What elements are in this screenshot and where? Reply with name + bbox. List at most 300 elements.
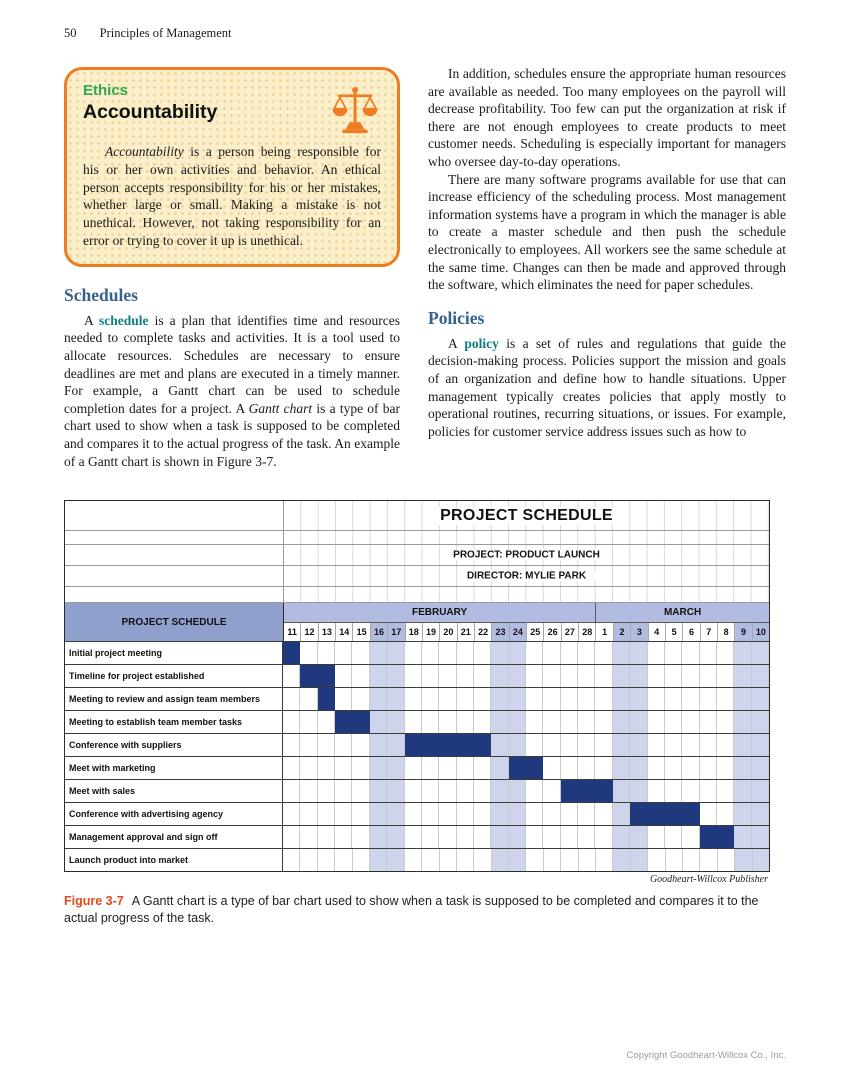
gantt-cell [717, 734, 734, 756]
gantt-month-label: MARCH [596, 603, 769, 622]
figure-caption [64, 893, 786, 927]
gantt-cell [734, 711, 751, 733]
gantt-cell [578, 803, 595, 825]
gantt-day-header: 11 [284, 623, 301, 641]
gantt-cell [666, 849, 683, 871]
gantt-cell [578, 757, 595, 779]
gantt-cell [613, 688, 630, 710]
gantt-cell [352, 757, 369, 779]
gantt-cell [717, 780, 734, 802]
gantt-cell [734, 642, 751, 664]
text-run: is a type of bar chart used to show when a task is supposed to be completed and compares it to the actual progress of the task. An example of a Gantt chart is shown in Figure 3-7. [64, 400, 400, 469]
gantt-cell [717, 711, 734, 733]
gantt-cell [752, 688, 769, 710]
gantt-cell [700, 734, 717, 756]
figure-caption-text: A Gantt chart is a type of bar chart used to show when a task is supposed to be completed and compares it to the actual progress of the task. [64, 894, 759, 926]
gantt-cell [474, 711, 491, 733]
gantt-cell [543, 688, 560, 710]
gantt-cell [578, 826, 595, 848]
gantt-cell [491, 688, 508, 710]
gantt-cell [700, 711, 717, 733]
gantt-task-grid [283, 642, 769, 664]
gantt-day-header: 12 [301, 623, 318, 641]
gantt-task-label: Meeting to review and assign team members [65, 688, 283, 710]
gantt-cell [734, 734, 751, 756]
gantt-cell [439, 780, 456, 802]
ethics-body-text: is a person being responsible for his or her own activities and behavior. An ethical person accepts responsibility for his or her mistakes, whether large or small. Making a mistake is not unethical. However, not taking responsibility for an error or trying to cover it up is unethical. [83, 144, 381, 248]
gantt-task-grid [283, 780, 769, 802]
gantt-cell [283, 665, 300, 687]
gantt-cell [665, 711, 682, 733]
gantt-cell [734, 757, 751, 779]
running-head [64, 26, 786, 41]
gantt-cell [648, 665, 665, 687]
term-policy: policy [464, 335, 499, 351]
gantt-cell [422, 757, 439, 779]
gantt-task-label: Launch product into market [65, 849, 283, 871]
gantt-cell [474, 688, 491, 710]
gantt-cell [405, 711, 422, 733]
gantt-cell [630, 757, 647, 779]
gantt-task-label: Meeting to establish team member tasks [65, 711, 283, 733]
gantt-cell [509, 688, 526, 710]
gantt-cell [370, 711, 387, 733]
gantt-cell [630, 642, 647, 664]
gantt-cell [370, 665, 387, 687]
gantt-cell [457, 642, 474, 664]
gantt-cell [370, 803, 387, 825]
gantt-cell [526, 665, 543, 687]
gantt-cell [300, 642, 317, 664]
gantt-cell [335, 734, 352, 756]
gantt-cell [387, 665, 404, 687]
gantt-cell [630, 665, 647, 687]
gantt-cell [648, 688, 665, 710]
gantt-header-grid [284, 566, 769, 586]
gantt-task-label: Timeline for project established [65, 665, 283, 687]
gantt-cell [717, 803, 734, 825]
gantt-cell [682, 665, 699, 687]
gantt-cell [300, 780, 317, 802]
gantt-cell [300, 849, 317, 871]
gantt-cell [682, 780, 699, 802]
gantt-cell [491, 757, 508, 779]
gantt-cell [405, 803, 422, 825]
gantt-task-label: Conference with suppliers [65, 734, 283, 756]
gantt-cell [405, 826, 422, 848]
two-column-text [64, 65, 786, 470]
term-schedule: schedule [99, 312, 149, 328]
gantt-cell [665, 688, 682, 710]
gantt-day-header: 19 [423, 623, 440, 641]
gantt-task-grid [283, 803, 769, 825]
gantt-task-label: Management approval and sign off [65, 826, 283, 848]
gantt-cell [439, 665, 456, 687]
gantt-cell [335, 803, 352, 825]
gantt-day-header: 18 [406, 623, 423, 641]
gantt-header-label-spacer [65, 545, 284, 565]
gantt-cell [439, 688, 456, 710]
gantt-cell [595, 734, 612, 756]
gantt-cell [561, 826, 578, 848]
gantt-cell [283, 688, 300, 710]
gantt-cell [700, 642, 717, 664]
gantt-cell [352, 780, 369, 802]
left-column [64, 65, 400, 470]
gantt-bar[interactable] [283, 642, 300, 664]
text-run: A [448, 335, 465, 351]
figure-label: Figure 3-7 [64, 894, 124, 909]
gantt-cell [422, 803, 439, 825]
gantt-task-row [65, 687, 769, 710]
gantt-cell [648, 826, 665, 848]
gantt-cell [578, 688, 595, 710]
gantt-cell [544, 849, 561, 871]
schedules-paragraph-3: There are many software programs available for use that can increase efficiency of the scheduling process. Most management information systems have a program in which the manager is able to create a master schedule and then push the schedule electronically to employees. All workers see the same schedule at the same time. Changes can then be made and approved through the software, which eliminates the need for paper schedules. [428, 171, 786, 293]
gantt-title-text: PROJECT SCHEDULE [430, 507, 623, 525]
gantt-cell [648, 757, 665, 779]
gantt-cell [335, 665, 352, 687]
gantt-task-grid [283, 849, 769, 871]
gantt-cell [439, 757, 456, 779]
gantt-cell [457, 780, 474, 802]
gantt-cell [387, 780, 404, 802]
gantt-cell [630, 711, 647, 733]
gantt-task-row [65, 848, 769, 871]
gantt-director-line-text: DIRECTOR: MYLIE PARK [457, 571, 596, 582]
gantt-cell [596, 849, 613, 871]
policies-paragraph [428, 335, 786, 441]
gantt-cell [405, 688, 422, 710]
gantt-cell [595, 757, 612, 779]
gantt-cell [509, 826, 526, 848]
gantt-cell [561, 688, 578, 710]
gantt-cell [613, 711, 630, 733]
gantt-task-grid [283, 757, 769, 779]
page-number: 50 [64, 26, 77, 40]
ethics-feature-box [64, 67, 400, 267]
gantt-cell [387, 757, 404, 779]
gantt-cell [405, 780, 422, 802]
gantt-cell [595, 826, 612, 848]
gantt-cell [734, 826, 751, 848]
gantt-bar[interactable] [509, 757, 544, 779]
gantt-cell [457, 803, 474, 825]
gantt-cell [474, 803, 491, 825]
gantt-cell [717, 688, 734, 710]
gantt-cell [752, 780, 769, 802]
gantt-cell [387, 734, 404, 756]
gantt-cell [491, 665, 508, 687]
term-gantt-chart-italic: Gantt chart [248, 400, 313, 416]
gantt-cell [352, 688, 369, 710]
gantt-day-header: 8 [718, 623, 735, 641]
gantt-cell [492, 849, 509, 871]
gantt-task-row [65, 710, 769, 733]
gantt-cell [370, 780, 387, 802]
gantt-cell [509, 734, 526, 756]
gantt-cell [665, 757, 682, 779]
gantt-cell [526, 711, 543, 733]
gantt-cell [509, 803, 526, 825]
gantt-cell [561, 642, 578, 664]
gantt-cell [439, 642, 456, 664]
gantt-cell [370, 642, 387, 664]
gantt-cell [335, 642, 352, 664]
gantt-bar[interactable] [405, 734, 492, 756]
gantt-cell [405, 757, 422, 779]
gantt-cell [630, 688, 647, 710]
gantt-cell [283, 734, 300, 756]
gantt-cell [457, 757, 474, 779]
gantt-cell [352, 734, 369, 756]
gantt-cell [387, 642, 404, 664]
gantt-director-line [65, 566, 769, 587]
gantt-bar[interactable] [630, 803, 699, 825]
gantt-bar[interactable] [318, 688, 335, 710]
gantt-cell [630, 826, 647, 848]
gantt-cell [613, 849, 630, 871]
text-run: A [84, 312, 100, 328]
gantt-header-label-spacer [65, 531, 284, 544]
gantt-day-header: 13 [319, 623, 336, 641]
gantt-cell [579, 849, 596, 871]
gantt-cell [717, 757, 734, 779]
gantt-cell [578, 734, 595, 756]
gantt-cell [335, 688, 352, 710]
scales-of-justice-icon [331, 84, 379, 143]
gantt-task-row [65, 756, 769, 779]
gantt-task-row [65, 641, 769, 664]
gantt-cell [595, 711, 612, 733]
gantt-cell [630, 780, 647, 802]
gantt-cell [300, 826, 317, 848]
gantt-cell [648, 734, 665, 756]
ethics-title: Accountability [83, 101, 218, 123]
gantt-cell [439, 711, 456, 733]
gantt-cell [752, 734, 769, 756]
ethics-kicker: Ethics [83, 82, 129, 99]
gantt-cell [613, 665, 630, 687]
gantt-day-header: 20 [440, 623, 457, 641]
gantt-day-header: 7 [701, 623, 718, 641]
gantt-cell [665, 642, 682, 664]
policies-heading: Policies [428, 307, 485, 328]
gantt-cell [717, 665, 734, 687]
gantt-cell [700, 665, 717, 687]
gantt-task-row [65, 802, 769, 825]
gantt-day-header: 1 [596, 623, 613, 641]
gantt-cell [543, 780, 560, 802]
gantt-bar[interactable] [561, 780, 613, 802]
gantt-cell [752, 757, 769, 779]
gantt-cell [283, 826, 300, 848]
gantt-header-label-spacer [65, 501, 284, 530]
gantt-cell [613, 826, 630, 848]
gantt-cell [561, 803, 578, 825]
gantt-cell [543, 826, 560, 848]
gantt-cell [387, 803, 404, 825]
gantt-cell [283, 711, 300, 733]
gantt-cell [682, 688, 699, 710]
gantt-cell [491, 826, 508, 848]
gantt-bar[interactable] [300, 665, 335, 687]
gantt-cell [561, 849, 578, 871]
gantt-cell [700, 849, 717, 871]
gantt-cell [595, 642, 612, 664]
gantt-cell [700, 803, 717, 825]
gantt-cell [561, 757, 578, 779]
gantt-cell [440, 849, 457, 871]
gantt-cell [491, 734, 508, 756]
gantt-task-row [65, 664, 769, 687]
gantt-day-header: 15 [353, 623, 370, 641]
gantt-cell [613, 780, 630, 802]
gantt-cell [283, 803, 300, 825]
gantt-cell [682, 642, 699, 664]
gantt-day-header: 25 [527, 623, 544, 641]
gantt-cell [613, 642, 630, 664]
gantt-cell [457, 711, 474, 733]
gantt-spacer-row [65, 531, 769, 545]
gantt-cell [682, 757, 699, 779]
gantt-task-grid [283, 665, 769, 687]
copyright-notice: Copyright Goodheart-Willcox Co., Inc. [626, 1050, 786, 1061]
gantt-cell [283, 780, 300, 802]
gantt-cell [648, 849, 665, 871]
gantt-cell [457, 665, 474, 687]
gantt-month-band [284, 603, 769, 623]
gantt-cell [578, 711, 595, 733]
gantt-day-header: 24 [510, 623, 527, 641]
gantt-header-grid [284, 531, 769, 544]
gantt-cell [648, 780, 665, 802]
gantt-day-header: 21 [458, 623, 475, 641]
gantt-axis-right [284, 603, 769, 641]
gantt-cell [526, 688, 543, 710]
gantt-cell [405, 849, 422, 871]
gantt-day-header: 3 [631, 623, 648, 641]
gantt-cell [318, 826, 335, 848]
gantt-cell [578, 665, 595, 687]
gantt-cell [422, 711, 439, 733]
gantt-project-line-text: PROJECT: PRODUCT LAUNCH [443, 550, 610, 561]
gantt-cell [422, 665, 439, 687]
gantt-cell [353, 849, 370, 871]
gantt-cell [457, 849, 474, 871]
gantt-header-label-spacer [65, 587, 284, 602]
gantt-task-grid [283, 688, 769, 710]
gantt-spacer-row [65, 587, 769, 603]
gantt-cell [735, 849, 752, 871]
gantt-cell [561, 711, 578, 733]
gantt-day-header: 23 [492, 623, 509, 641]
gantt-bar[interactable] [700, 826, 735, 848]
gantt-cell [300, 757, 317, 779]
schedules-paragraph-2: In addition, schedules ensure the appropriate human resources are available as needed. Too many employees on the payroll will decrease profitability. Too few can put the organization at risk if there are not enough employees to create products to meet customer needs. Scheduling is especially important for managers who oversee day-to-day operations. [428, 66, 786, 169]
gantt-task-grid [283, 734, 769, 756]
gantt-cell [439, 803, 456, 825]
gantt-cell [300, 734, 317, 756]
gantt-day-header: 2 [614, 623, 631, 641]
gantt-cell [474, 849, 491, 871]
gantt-cell [630, 734, 647, 756]
gantt-cell [543, 803, 560, 825]
gantt-cell [717, 642, 734, 664]
gantt-cell [665, 780, 682, 802]
gantt-cell [474, 757, 491, 779]
gantt-cell [370, 849, 387, 871]
gantt-day-header: 5 [666, 623, 683, 641]
gantt-cell [734, 688, 751, 710]
gantt-cell [387, 849, 404, 871]
gantt-task-label: Initial project meeting [65, 642, 283, 664]
gantt-header-grid [284, 501, 769, 530]
gantt-cell [318, 757, 335, 779]
gantt-cell [491, 780, 508, 802]
gantt-cell [370, 688, 387, 710]
gantt-cell [318, 849, 335, 871]
gantt-cell [526, 734, 543, 756]
gantt-cell [474, 642, 491, 664]
gantt-cell [335, 826, 352, 848]
gantt-cell [561, 734, 578, 756]
gantt-cell [613, 734, 630, 756]
text-run: is a set of rules and regulations that guide the decision-making process. Policies support the mission and goals of an organization and define how to handle situations. Upper management typically creates policies that apply mostly to operational routines, recurring situations, or issues. For example, policies for customer service address issues such as how to [428, 335, 786, 439]
schedules-paragraph [64, 312, 400, 470]
gantt-cell [474, 665, 491, 687]
gantt-cell [318, 711, 335, 733]
gantt-cell [665, 665, 682, 687]
gantt-bar[interactable] [335, 711, 370, 733]
gantt-task-label: Conference with advertising agency [65, 803, 283, 825]
gantt-day-row [284, 623, 769, 641]
gantt-cell [300, 711, 317, 733]
gantt-cell [352, 826, 369, 848]
gantt-cell [318, 780, 335, 802]
gantt-task-row [65, 825, 769, 848]
gantt-cell [648, 711, 665, 733]
gantt-cell [491, 711, 508, 733]
gantt-cell [753, 849, 769, 871]
gantt-cell [734, 780, 751, 802]
gantt-header-label-spacer [65, 566, 284, 586]
gantt-day-header: 6 [683, 623, 700, 641]
gantt-cell [665, 734, 682, 756]
gantt-cell [283, 849, 300, 871]
gantt-cell [526, 803, 543, 825]
gantt-task-grid [283, 711, 769, 733]
gantt-cell [734, 803, 751, 825]
gantt-left-header: PROJECT SCHEDULE [65, 603, 284, 641]
gantt-cell [543, 642, 560, 664]
gantt-cell [491, 642, 508, 664]
gantt-cell [509, 849, 526, 871]
gantt-cell [665, 826, 682, 848]
gantt-cell [352, 642, 369, 664]
gantt-cell [318, 734, 335, 756]
gantt-month-label: FEBRUARY [284, 603, 596, 622]
gantt-cell [700, 688, 717, 710]
running-head-title: Principles of Management [99, 26, 232, 40]
gantt-cell [752, 826, 769, 848]
gantt-cell [474, 780, 491, 802]
gantt-cell [752, 803, 769, 825]
gantt-cell [683, 849, 700, 871]
ethics-body [83, 143, 381, 250]
gantt-day-header: 27 [562, 623, 579, 641]
gantt-cell [387, 711, 404, 733]
